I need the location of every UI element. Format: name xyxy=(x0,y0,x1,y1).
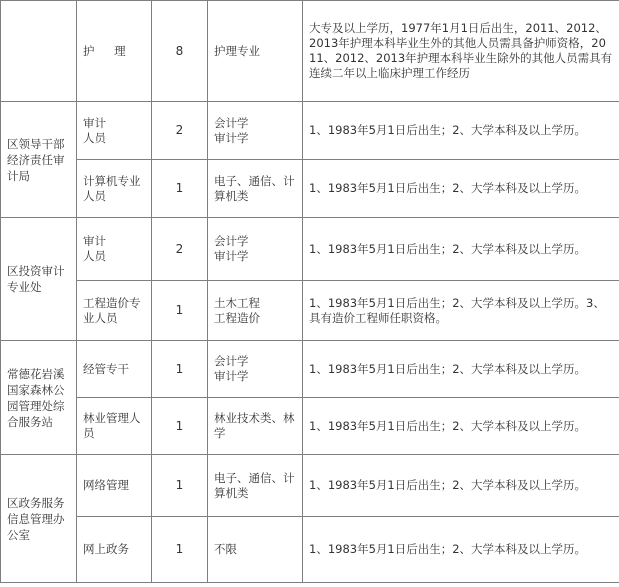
major-cell: 电子、通信、计算机类 xyxy=(208,455,303,517)
table-row xyxy=(1,1,619,102)
condition-cell: 1、1983年5月1日后出生；2、大学本科及以上学历。 xyxy=(303,398,619,455)
post-cell: 网上政务 xyxy=(77,517,152,583)
major-text: 土木工程 工程造价 xyxy=(214,295,260,325)
condition-cell: 大专及以上学历，1977年1月1日后出生，2011、2012、2013年护理本科毕业生外的其他人员需具备护师资格，2011、2012、2013年护理本科毕业生除外的其他人员需具有连续二年以上临床护理工作经历 xyxy=(303,1,619,102)
dept-cell: 区政务服务信息管理办公室 xyxy=(1,455,77,583)
major-cell xyxy=(208,341,303,398)
major-text: 会计学 审计学 xyxy=(214,354,249,383)
post-cell: 网络管理 xyxy=(77,455,152,517)
post-cell: 工程造价专业人员 xyxy=(77,281,152,341)
post-cell: 经管专干 xyxy=(77,341,152,398)
major-cell: 不限 xyxy=(208,517,303,583)
count-cell: 2 xyxy=(152,102,208,160)
table-row xyxy=(1,455,619,517)
post-cell: 林业管理人员 xyxy=(77,398,152,455)
major-cell xyxy=(208,102,303,160)
condition-cell: 1、1983年5月1日后出生；2、大学本科及以上学历。 xyxy=(303,517,619,583)
count-cell: 2 xyxy=(152,218,208,281)
table-row xyxy=(1,102,619,160)
condition-cell: 1、1983年5月1日后出生；2、大学本科及以上学历。3、具有造价工程师任职资格。 xyxy=(303,281,619,341)
major-cell: 林业技术类、林学 xyxy=(208,398,303,455)
condition-cell: 1、1983年5月1日后出生；2、大学本科及以上学历。 xyxy=(303,160,619,218)
table-row xyxy=(1,281,619,341)
count-cell: 8 xyxy=(152,1,208,102)
table-row xyxy=(1,398,619,455)
major-cell xyxy=(208,281,303,341)
post-cell xyxy=(77,218,152,281)
condition-cell: 1、1983年5月1日后出生；2、大学本科及以上学历。 xyxy=(303,218,619,281)
count-cell: 1 xyxy=(152,281,208,341)
dept-cell: 区领导干部经济责任审计局 xyxy=(1,102,77,218)
table-row xyxy=(1,341,619,398)
post-cell: 护 理 xyxy=(77,1,152,102)
post-cell xyxy=(77,102,152,160)
post-cell: 计算机专业人员 xyxy=(77,160,152,218)
dept-cell: 区投资审计专业处 xyxy=(1,218,77,341)
table-row xyxy=(1,160,619,218)
major-cell: 护理专业 xyxy=(208,1,303,102)
post-text: 审计人员 xyxy=(83,115,106,145)
post-text: 审计人员 xyxy=(83,234,106,263)
dept-cell: 常德花岩溪国家森林公园管理处综合服务站 xyxy=(1,341,77,455)
count-cell: 1 xyxy=(152,160,208,218)
condition-cell: 1、1983年5月1日后出生；2、大学本科及以上学历。 xyxy=(303,341,619,398)
major-cell: 电子、通信、计算机类 xyxy=(208,160,303,218)
count-cell: 1 xyxy=(152,341,208,398)
table-row xyxy=(1,218,619,281)
dept-cell xyxy=(1,1,77,102)
count-cell: 1 xyxy=(152,398,208,455)
count-cell: 1 xyxy=(152,455,208,517)
major-text: 会计学 审计学 xyxy=(214,115,249,145)
condition-cell: 1、1983年5月1日后出生；2、大学本科及以上学历。 xyxy=(303,102,619,160)
major-cell xyxy=(208,218,303,281)
table-row xyxy=(1,517,619,583)
count-cell: 1 xyxy=(152,517,208,583)
major-text: 会计学 审计学 xyxy=(214,234,249,263)
condition-cell: 1、1983年5月1日后出生；2、大学本科及以上学历。 xyxy=(303,455,619,517)
